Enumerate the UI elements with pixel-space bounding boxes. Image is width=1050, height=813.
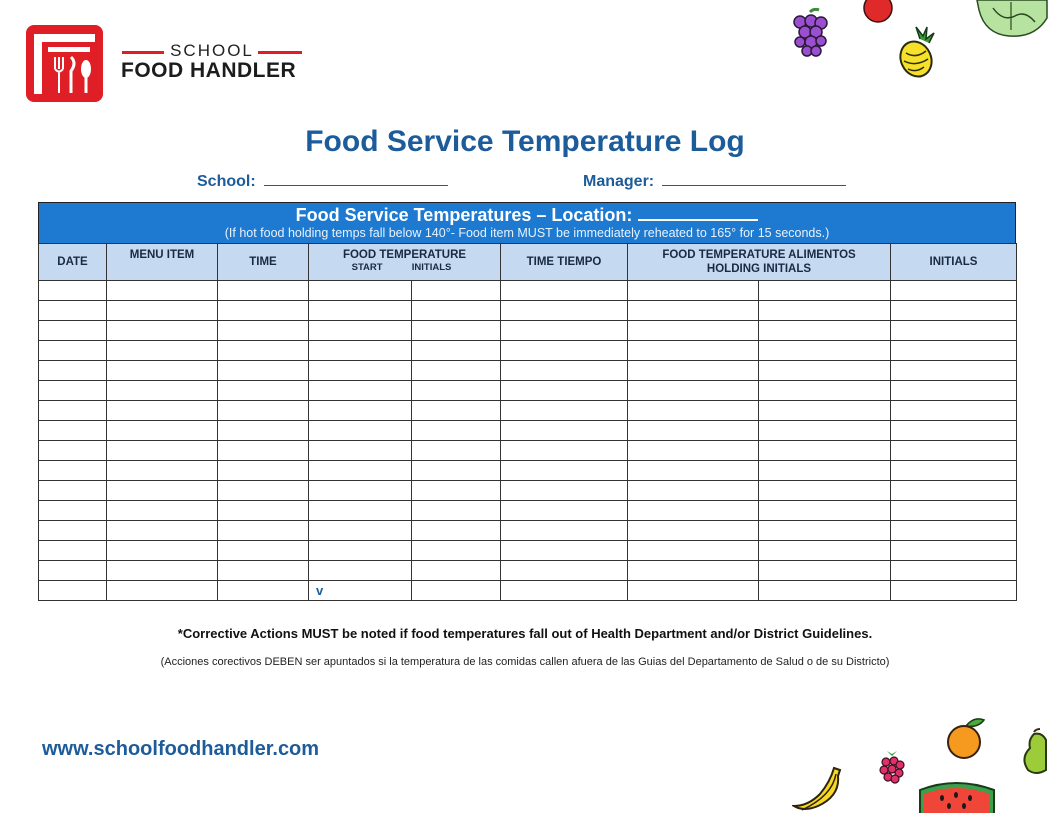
table-cell[interactable]	[309, 281, 412, 301]
table-cell[interactable]	[39, 521, 107, 541]
table-cell[interactable]	[107, 341, 218, 361]
table-cell[interactable]	[501, 301, 628, 321]
table-cell[interactable]	[759, 361, 891, 381]
table-cell[interactable]	[501, 421, 628, 441]
table-body	[39, 281, 1017, 601]
pear-icon	[1020, 728, 1050, 776]
table-cell[interactable]	[218, 501, 309, 521]
table-row	[39, 561, 1017, 581]
table-cell[interactable]	[412, 321, 501, 341]
table-cell[interactable]	[891, 341, 1017, 361]
table-cell[interactable]	[759, 321, 891, 341]
table-row	[39, 481, 1017, 501]
header-holding-line2: HOLDING INITIALS	[706, 263, 812, 275]
table-cell[interactable]	[218, 481, 309, 501]
table-cell[interactable]	[759, 481, 891, 501]
banana-icon	[792, 764, 850, 813]
manager-blank-line[interactable]	[662, 171, 846, 186]
table-cell[interactable]	[759, 581, 891, 601]
table-cell[interactable]	[39, 501, 107, 521]
table-cell[interactable]	[628, 521, 759, 541]
table-cell[interactable]	[39, 481, 107, 501]
table-row	[39, 301, 1017, 321]
table-cell[interactable]	[501, 341, 628, 361]
table-cell[interactable]	[39, 461, 107, 481]
manager-label: Manager:	[583, 173, 655, 190]
table-cell[interactable]	[309, 301, 412, 321]
table-cell[interactable]	[891, 581, 1017, 601]
table-cell[interactable]	[107, 361, 218, 381]
table-cell[interactable]	[628, 581, 759, 601]
table-cell[interactable]	[891, 281, 1017, 301]
table-cell[interactable]	[412, 521, 501, 541]
table-row	[39, 281, 1017, 301]
table-cell[interactable]	[309, 381, 412, 401]
table-cell[interactable]	[501, 401, 628, 421]
table-row	[39, 521, 1017, 541]
table-cell[interactable]	[501, 481, 628, 501]
school-blank-line[interactable]	[264, 171, 448, 186]
table-cell[interactable]	[628, 501, 759, 521]
logo-food-handler-text: FOOD HANDLER	[121, 59, 297, 82]
table-cell[interactable]	[891, 301, 1017, 321]
table-cell[interactable]	[501, 581, 628, 601]
school-label: School:	[197, 173, 256, 190]
lettuce-icon	[975, 0, 1050, 38]
table-row	[39, 321, 1017, 341]
corrective-actions-note: *Corrective Actions MUST be noted if food temperatures fall out of Health Department and/or District Guidelines.	[177, 626, 873, 641]
header-food-temperature	[309, 244, 501, 281]
table-cell[interactable]	[759, 381, 891, 401]
banner-note: (If hot food holding temps fall below 140°- Food item MUST be immediately reheated to 165° for 15 seconds.)	[224, 226, 830, 240]
table-cell[interactable]	[218, 381, 309, 401]
table-cell[interactable]	[628, 441, 759, 461]
logo	[26, 25, 306, 105]
table-cell[interactable]	[309, 561, 412, 581]
table-cell[interactable]	[759, 501, 891, 521]
table-cell[interactable]	[39, 381, 107, 401]
table-cell[interactable]	[39, 561, 107, 581]
table-cell[interactable]	[891, 501, 1017, 521]
table-cell[interactable]	[759, 281, 891, 301]
table-cell[interactable]	[412, 441, 501, 461]
table-cell[interactable]	[501, 561, 628, 581]
school-field	[197, 171, 448, 192]
table-cell[interactable]	[412, 361, 501, 381]
table-banner	[38, 202, 1016, 243]
logo-school-wordmark	[122, 41, 302, 61]
table-cell[interactable]	[501, 321, 628, 341]
table-row	[39, 401, 1017, 421]
table-cell[interactable]	[107, 581, 218, 601]
grapes-icon	[790, 8, 830, 58]
watermelon-icon	[918, 780, 996, 813]
table-cell[interactable]	[891, 401, 1017, 421]
table-cell[interactable]	[309, 581, 412, 601]
website-link[interactable]: www.schoolfoodhandler.com	[42, 738, 320, 760]
table-row	[39, 381, 1017, 401]
table-cell[interactable]	[501, 521, 628, 541]
table-cell[interactable]	[107, 521, 218, 541]
table-cell[interactable]	[309, 521, 412, 541]
table-cell[interactable]	[218, 461, 309, 481]
pineapple-icon	[896, 25, 942, 79]
table-cell[interactable]	[891, 481, 1017, 501]
table-row	[39, 541, 1017, 561]
manager-field	[583, 171, 846, 192]
table-cell[interactable]	[309, 441, 412, 461]
table-cell[interactable]	[107, 281, 218, 301]
table-cell[interactable]	[39, 301, 107, 321]
table-cell[interactable]	[309, 321, 412, 341]
table-cell[interactable]	[412, 541, 501, 561]
table-cell[interactable]	[218, 561, 309, 581]
table-cell[interactable]	[501, 381, 628, 401]
table-cell[interactable]	[107, 301, 218, 321]
table-cell[interactable]	[412, 341, 501, 361]
table-cell[interactable]	[628, 321, 759, 341]
table-cell[interactable]	[891, 521, 1017, 541]
table-cell[interactable]	[891, 461, 1017, 481]
table-cell[interactable]	[39, 321, 107, 341]
table-cell[interactable]	[628, 461, 759, 481]
table-cell[interactable]	[107, 401, 218, 421]
header-time-tiempo: TIME TIEMPO	[501, 244, 628, 281]
header-initials-sub: INITIALS	[411, 262, 452, 273]
table-cell[interactable]	[412, 481, 501, 501]
banner-title	[39, 204, 1015, 226]
table-cell[interactable]	[218, 401, 309, 421]
table-cell[interactable]	[501, 361, 628, 381]
header-holding	[628, 244, 891, 281]
table-cell[interactable]	[107, 381, 218, 401]
table-cell[interactable]	[107, 501, 218, 521]
orange-icon	[944, 716, 988, 760]
page-title: Food Service Temperature Log	[305, 125, 745, 158]
table-cell[interactable]	[628, 381, 759, 401]
table-cell[interactable]	[218, 581, 309, 601]
table-cell[interactable]	[107, 541, 218, 561]
table-row	[39, 361, 1017, 381]
table-cell[interactable]	[218, 361, 309, 381]
table-cell[interactable]	[412, 281, 501, 301]
table-cell[interactable]	[501, 461, 628, 481]
table-cell[interactable]	[759, 341, 891, 361]
table-cell[interactable]	[412, 301, 501, 321]
raspberry-icon	[876, 750, 908, 786]
table-cell[interactable]	[218, 321, 309, 341]
table-cell[interactable]	[412, 561, 501, 581]
table-cell[interactable]	[39, 281, 107, 301]
table-cell[interactable]	[218, 521, 309, 541]
table-cell[interactable]	[891, 381, 1017, 401]
table-cell[interactable]	[218, 441, 309, 461]
header-holding-line1: FOOD TEMPERATURE ALIMENTOS	[662, 249, 856, 261]
table-cell[interactable]	[39, 581, 107, 601]
table-cell[interactable]	[309, 421, 412, 441]
table-cell[interactable]	[759, 441, 891, 461]
table-cell[interactable]	[218, 421, 309, 441]
logo-school-text: SCHOOL	[170, 41, 254, 60]
header-menu-item: MENU ITEM	[107, 244, 218, 281]
table-cell[interactable]	[891, 321, 1017, 341]
table-cell[interactable]	[628, 401, 759, 421]
table-cell[interactable]	[891, 541, 1017, 561]
last-row-mark: v	[316, 582, 324, 598]
table-cell[interactable]	[412, 461, 501, 481]
table-cell[interactable]	[39, 361, 107, 381]
acciones-correctivos-note: (Acciones corectivos DEBEN ser apuntados si la temperatura de las comidas callen afuera de las Guias del Departamento de Salud o de su Districto)	[160, 656, 890, 668]
table-cell[interactable]	[39, 541, 107, 561]
table-cell[interactable]	[759, 301, 891, 321]
table-cell[interactable]	[891, 441, 1017, 461]
table-row	[39, 461, 1017, 481]
table-cell[interactable]	[759, 421, 891, 441]
table-cell[interactable]	[628, 541, 759, 561]
table-cell[interactable]	[309, 481, 412, 501]
table-cell[interactable]	[39, 401, 107, 421]
table-row	[39, 341, 1017, 361]
table-cell[interactable]	[628, 361, 759, 381]
table-cell[interactable]	[309, 401, 412, 421]
table-cell[interactable]	[628, 301, 759, 321]
table-header-row	[39, 244, 1017, 281]
table-row	[39, 441, 1017, 461]
table-cell[interactable]	[891, 561, 1017, 581]
table-cell[interactable]	[218, 341, 309, 361]
table-cell[interactable]	[107, 441, 218, 461]
table-cell[interactable]	[412, 501, 501, 521]
table-cell[interactable]	[309, 461, 412, 481]
table-row	[39, 501, 1017, 521]
table-cell[interactable]	[412, 401, 501, 421]
table-cell[interactable]	[501, 441, 628, 461]
header-time: TIME	[218, 244, 309, 281]
header-date: DATE	[39, 244, 107, 281]
table-cell[interactable]	[39, 341, 107, 361]
table-cell[interactable]	[501, 501, 628, 521]
table-cell[interactable]	[107, 481, 218, 501]
table-cell[interactable]	[309, 541, 412, 561]
table-cell[interactable]	[759, 541, 891, 561]
table-cell[interactable]	[412, 581, 501, 601]
tomato-icon	[862, 0, 894, 26]
table-cell[interactable]	[218, 541, 309, 561]
table-cell[interactable]	[628, 481, 759, 501]
school-food-handler-logo-icon	[26, 25, 103, 102]
table-cell[interactable]	[218, 281, 309, 301]
header-start: START	[351, 262, 383, 273]
header-initials: INITIALS	[891, 244, 1017, 281]
table-cell[interactable]	[759, 561, 891, 581]
table-cell[interactable]	[412, 381, 501, 401]
table-row	[39, 421, 1017, 441]
table-cell[interactable]	[759, 401, 891, 421]
table-cell[interactable]	[39, 441, 107, 461]
table-cell[interactable]	[628, 281, 759, 301]
table-cell[interactable]	[107, 561, 218, 581]
table-cell[interactable]	[309, 361, 412, 381]
table-cell[interactable]	[891, 361, 1017, 381]
table-cell[interactable]	[759, 521, 891, 541]
location-blank-line[interactable]	[638, 205, 758, 221]
table-cell[interactable]	[412, 421, 501, 441]
table-cell[interactable]	[309, 501, 412, 521]
header-food-temperature-label: FOOD TEMPERATURE	[342, 249, 467, 261]
table-cell[interactable]	[218, 301, 309, 321]
table-cell[interactable]	[759, 461, 891, 481]
table-cell[interactable]	[628, 421, 759, 441]
table-cell[interactable]	[891, 421, 1017, 441]
banner-title-text: Food Service Temperatures – Location:	[295, 205, 633, 225]
table-cell[interactable]	[628, 561, 759, 581]
table-cell[interactable]	[309, 341, 412, 361]
table-cell[interactable]	[107, 461, 218, 481]
temperature-log-table	[38, 243, 1017, 601]
table-cell[interactable]	[501, 281, 628, 301]
table-cell[interactable]	[107, 421, 218, 441]
table-cell[interactable]	[107, 321, 218, 341]
table-cell[interactable]	[501, 541, 628, 561]
table-row	[39, 581, 1017, 601]
table-cell[interactable]	[39, 421, 107, 441]
table-cell[interactable]	[628, 341, 759, 361]
